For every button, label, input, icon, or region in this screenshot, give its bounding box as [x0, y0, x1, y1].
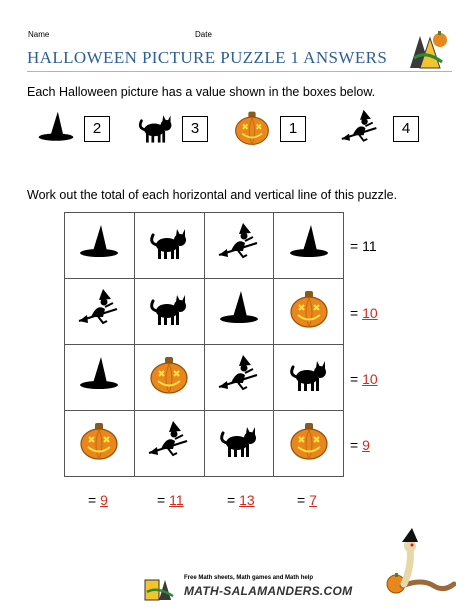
col-total-2: = 11 — [157, 492, 184, 508]
grid-cell — [65, 411, 135, 477]
pumpkin-icon — [147, 353, 191, 402]
witch-hat-icon — [77, 221, 121, 270]
grid-cell — [65, 279, 135, 345]
grid-cell — [205, 213, 275, 279]
puzzle-grid — [64, 212, 344, 477]
witch-on-broom-icon — [77, 287, 121, 336]
pumpkin-icon — [232, 108, 272, 148]
grid-cell — [274, 345, 344, 411]
witch-hat-icon — [217, 287, 261, 336]
grid-cell — [135, 411, 205, 477]
pumpkin-icon — [77, 419, 121, 468]
grid-cell — [274, 411, 344, 477]
grid-cell — [65, 213, 135, 279]
witch-on-broom-icon — [147, 419, 191, 468]
grid-cell — [274, 279, 344, 345]
col-total-3: = 13 — [227, 492, 255, 508]
title-divider — [27, 71, 452, 72]
row-total-2: = 10 — [350, 305, 378, 321]
black-cat-icon — [136, 108, 176, 148]
witch-on-broom-icon — [217, 353, 261, 402]
grid-cell — [135, 279, 205, 345]
black-cat-icon — [217, 419, 261, 468]
col-total-4: = 7 — [297, 492, 317, 508]
grid-cell — [135, 213, 205, 279]
footer-tagline: Free Math sheets, Math games and Math help — [184, 575, 314, 581]
witch-hat-icon — [287, 221, 331, 270]
salamander-witch-mascot-icon — [382, 526, 456, 596]
date-label: Date — [195, 30, 212, 39]
pumpkin-icon — [287, 419, 331, 468]
pumpkin-icon — [287, 287, 331, 336]
intro-text: Each Halloween picture has a value shown in the boxes below. — [27, 85, 376, 99]
footer-salamander-logo-icon — [143, 574, 179, 604]
grid-cell — [65, 345, 135, 411]
witch-hat-icon — [36, 108, 76, 148]
footer-site: MATH-SALAMANDERS.COM — [184, 584, 353, 598]
grid-cell — [274, 213, 344, 279]
key-value-box: 2 — [84, 116, 110, 142]
key-value-box: 3 — [182, 116, 208, 142]
witch-on-broom-icon — [340, 108, 380, 148]
black-cat-icon — [147, 221, 191, 270]
black-cat-icon — [147, 287, 191, 336]
name-label: Name — [28, 30, 50, 39]
key-value-box: 1 — [280, 116, 306, 142]
page-title: HALLOWEEN PICTURE PUZZLE 1 ANSWERS — [27, 48, 388, 67]
key-value-box: 4 — [393, 116, 419, 142]
witch-hat-icon — [77, 353, 121, 402]
row-total-3: = 10 — [350, 371, 378, 387]
col-total-1: = 9 — [88, 492, 108, 508]
row-total-1: = 11 — [350, 238, 377, 254]
row-total-4: = 9 — [350, 437, 370, 453]
grid-cell — [135, 345, 205, 411]
instruction-text: Work out the total of each horizontal and vertical line of this puzzle. — [27, 188, 398, 202]
grid-cell — [205, 345, 275, 411]
grid-cell — [205, 279, 275, 345]
grid-cell — [205, 411, 275, 477]
witch-on-broom-icon — [217, 221, 261, 270]
salamander-logo-icon — [406, 28, 450, 72]
black-cat-icon — [287, 353, 331, 402]
